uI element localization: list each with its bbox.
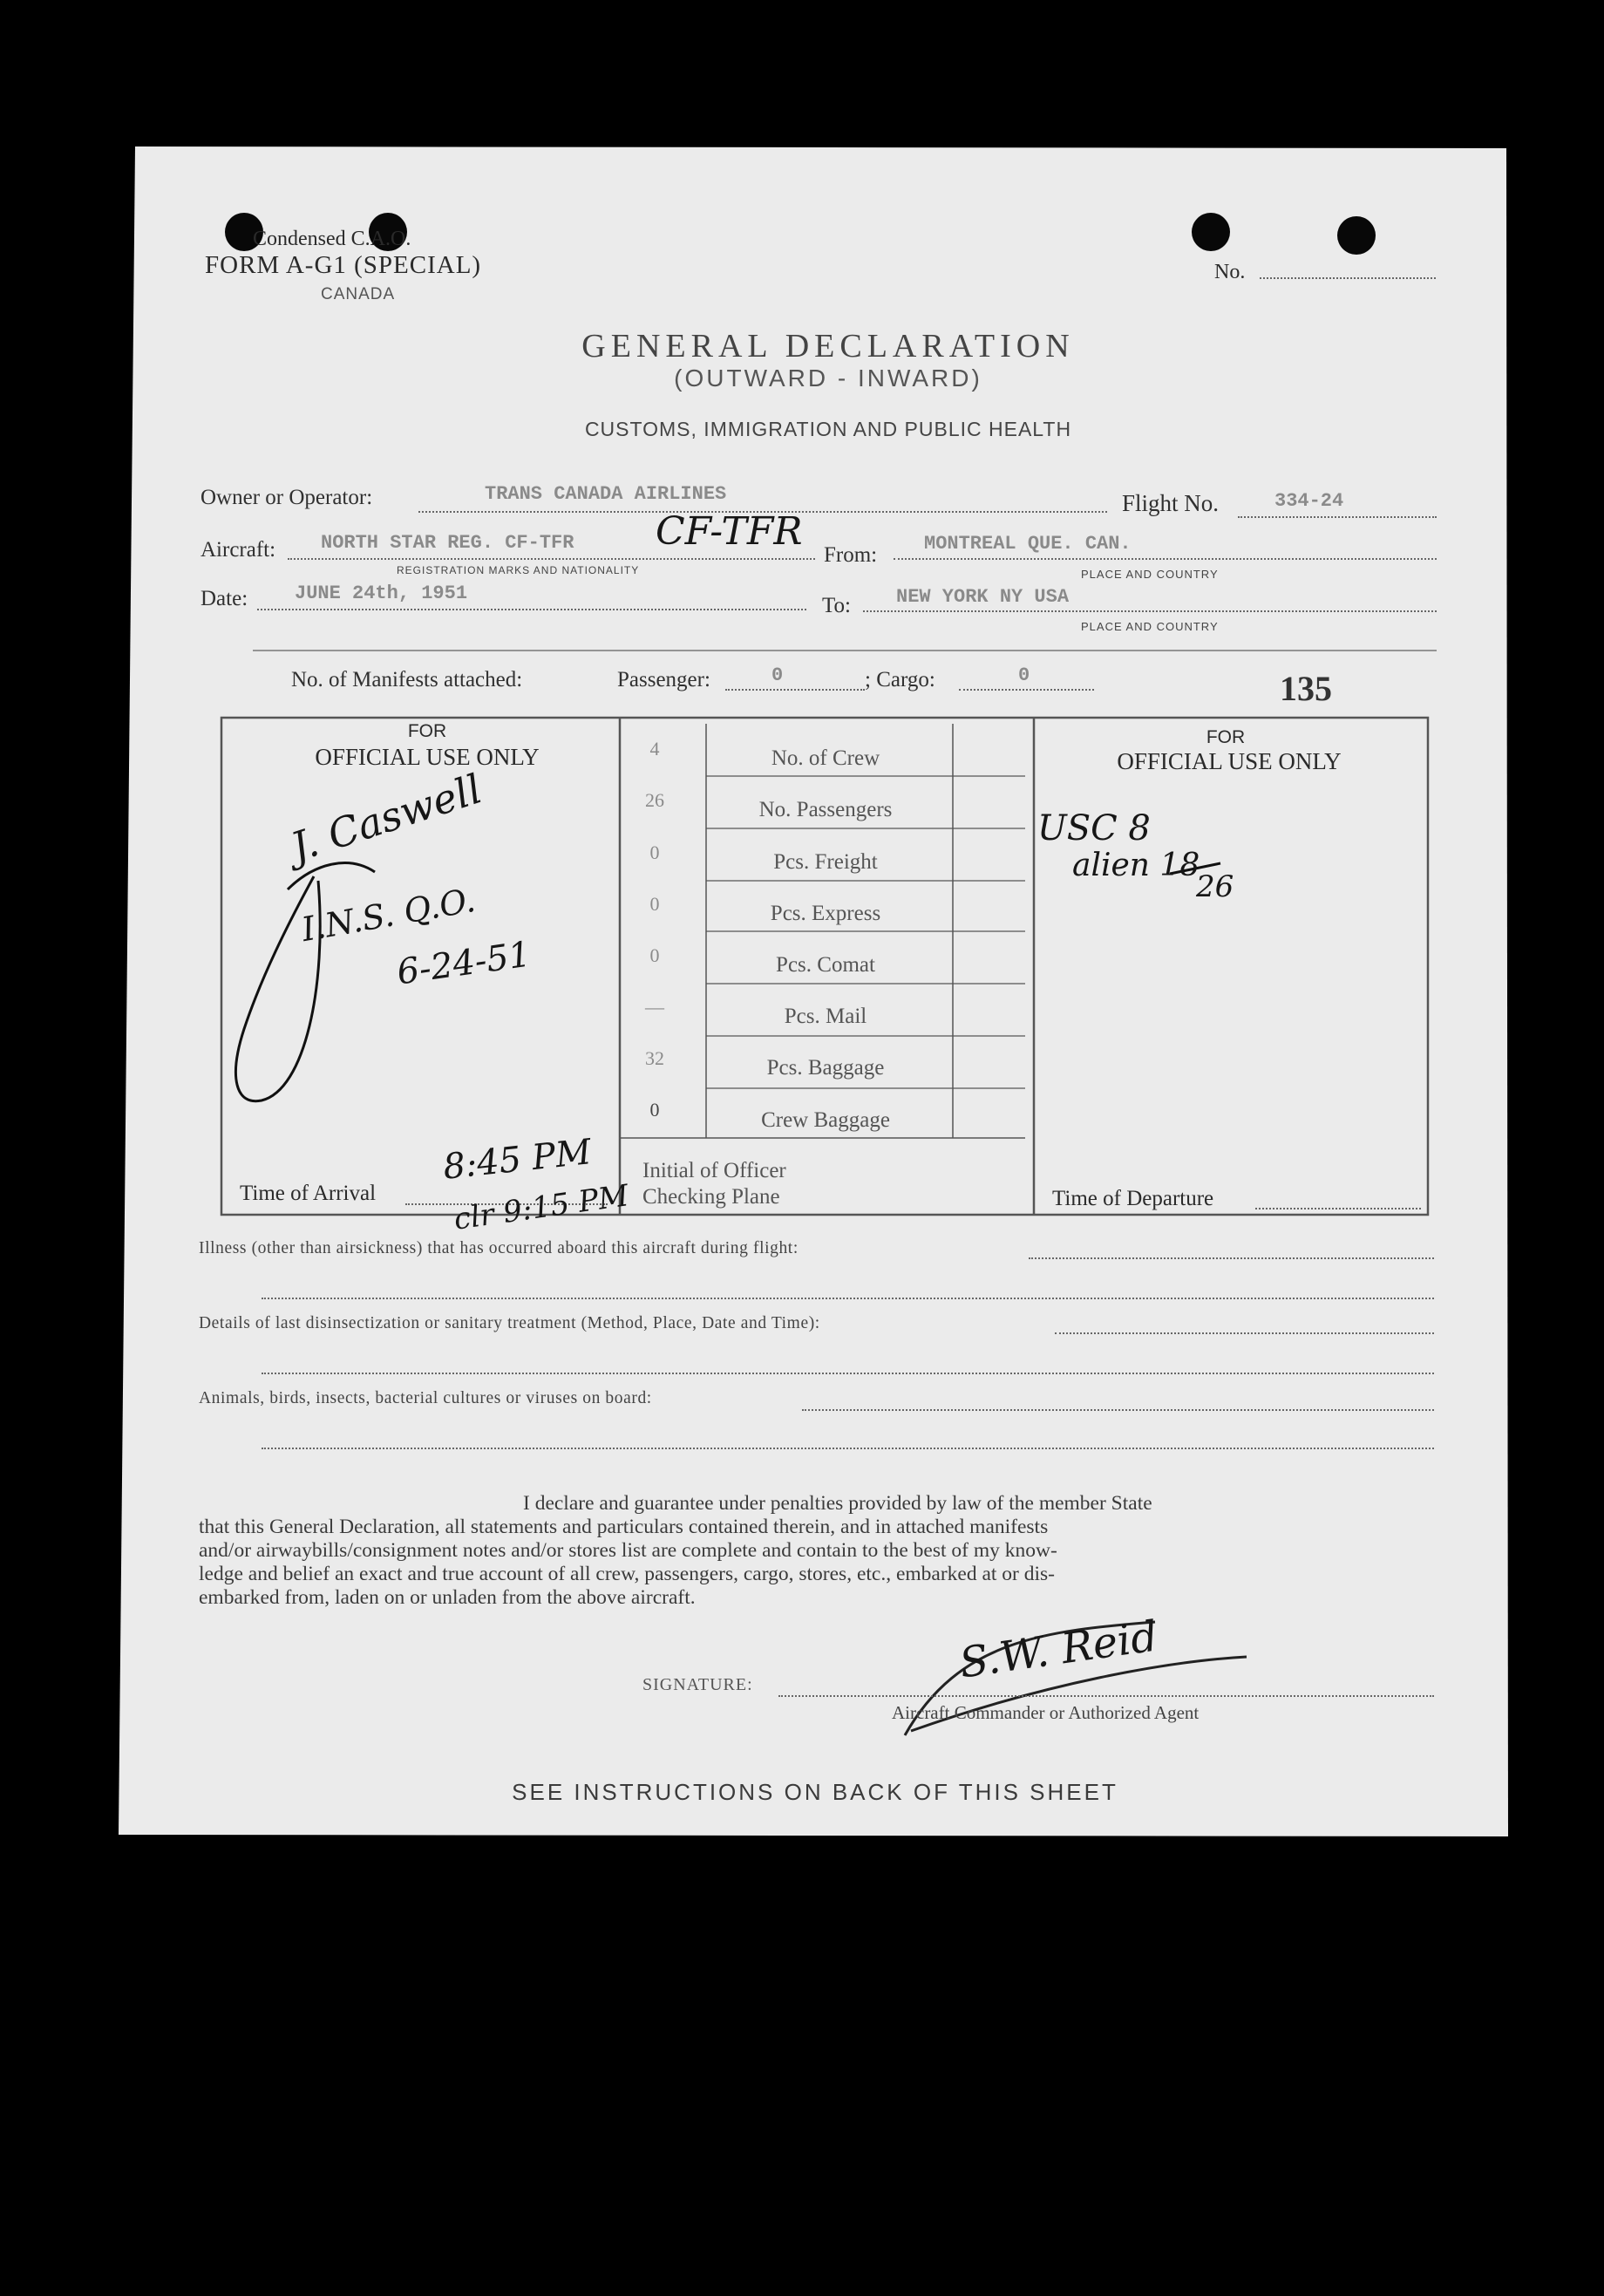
declaration-line-1: I declare and guarantee under penalties provided by law of the member State xyxy=(523,1492,1152,1515)
registration-caption: REGISTRATION MARKS AND NATIONALITY xyxy=(397,564,640,576)
arrival-time: 8:45 PM xyxy=(441,1132,594,1188)
officer-initial-label-1: Initial of Officer xyxy=(642,1159,786,1182)
express-label: Pcs. Express xyxy=(770,902,881,925)
page-title: GENERAL DECLARATION xyxy=(581,328,1075,364)
cargo-manifest-line xyxy=(959,689,1094,691)
passenger-manifest-label: Passenger: xyxy=(617,668,710,692)
officer-station: I.N.S. Q.O. xyxy=(298,880,479,950)
passenger-manifest-line xyxy=(725,689,865,691)
crew-baggage-count: 0 xyxy=(649,1099,660,1121)
no-blank-line xyxy=(1260,277,1436,279)
declaration-line-2: that this General Declaration, all statements and particulars contained therein, and in attached manifests xyxy=(199,1516,1049,1538)
arrival-label: Time of Arrival xyxy=(240,1182,377,1205)
departure-line xyxy=(1255,1208,1421,1209)
footer-instructions: SEE INSTRUCTIONS ON BACK OF THIS SHEET xyxy=(512,1779,1118,1805)
freight-count: 0 xyxy=(649,841,660,863)
flight-label: Flight No. xyxy=(1122,490,1220,516)
tally-total: 26 xyxy=(1196,869,1234,904)
no-label: No. xyxy=(1214,261,1246,283)
owner-value: TRANS CANADA AIRLINES xyxy=(485,483,727,505)
left-official-head-2: OFFICIAL USE ONLY xyxy=(315,744,540,770)
document-number: 135 xyxy=(1280,669,1332,708)
disinsect-line-1 xyxy=(1055,1332,1434,1334)
signature-label: SIGNATURE: xyxy=(642,1675,753,1694)
officer-date: 6-24-51 xyxy=(394,934,534,993)
tally-citizens: USC 8 xyxy=(1037,808,1151,848)
agencies-line: CUSTOMS, IMMIGRATION AND PUBLIC HEALTH xyxy=(584,418,1072,440)
signature-line xyxy=(778,1695,1434,1697)
aircraft-line xyxy=(288,558,815,560)
disinsect-question: Details of last disinsectization or sanitary treatment (Method, Place, Date and Time): xyxy=(199,1314,820,1332)
passenger-manifest-value: 0 xyxy=(771,664,784,686)
to-line xyxy=(863,610,1437,612)
left-official-head-1: FOR xyxy=(407,721,447,741)
animals-line-2 xyxy=(262,1448,1434,1449)
comat-label: Pcs. Comat xyxy=(776,953,875,977)
disinsect-line-2 xyxy=(262,1373,1434,1374)
owner-label: Owner or Operator: xyxy=(200,486,373,509)
declaration-line-3: and/or airwaybills/consignment notes and/or stores list are complete and contain to the best of my know- xyxy=(199,1539,1057,1562)
crew-baggage-label: Crew Baggage xyxy=(761,1108,890,1132)
to-label: To: xyxy=(822,594,851,617)
from-line xyxy=(894,558,1437,560)
baggage-label: Pcs. Baggage xyxy=(766,1056,885,1080)
animals-line-1 xyxy=(802,1409,1434,1411)
aircraft-value: NORTH STAR REG. CF-TFR xyxy=(321,532,574,554)
baggage-count: 32 xyxy=(645,1047,664,1069)
animals-question: Animals, birds, insects, bacterial cultures or viruses on board: xyxy=(199,1389,652,1407)
manifests-label: No. of Manifests attached: xyxy=(291,668,523,692)
express-count: 0 xyxy=(649,893,660,915)
date-value: JUNE 24th, 1951 xyxy=(295,583,468,604)
cargo-manifest-label: ; Cargo: xyxy=(865,668,935,692)
mail-label: Pcs. Mail xyxy=(784,1005,867,1028)
cargo-manifest-value: 0 xyxy=(1018,664,1030,686)
to-value: NEW YORK NY USA xyxy=(896,586,1070,608)
form-number: FORM A-G1 (SPECIAL) xyxy=(205,251,482,279)
page-subtitle: (OUTWARD - INWARD) xyxy=(674,364,982,392)
passengers-count: 26 xyxy=(645,789,664,811)
aircraft-label: Aircraft: xyxy=(200,538,276,562)
illness-line-1 xyxy=(1029,1257,1434,1259)
declaration-line-4: ledge and belief an exact and true account of all crew, passengers, cargo, stores, etc., embarked at or dis- xyxy=(199,1563,1056,1585)
right-official-head-1: FOR xyxy=(1206,727,1246,747)
freight-label: Pcs. Freight xyxy=(773,850,878,874)
officer-initial-label-2: Checking Plane xyxy=(642,1185,780,1209)
departure-label: Time of Departure xyxy=(1052,1187,1214,1210)
aircraft-handwritten: CF-TFR xyxy=(656,509,803,554)
illness-line-2 xyxy=(262,1298,1434,1299)
officer-signature: J. Caswell xyxy=(285,765,488,871)
comat-count: 0 xyxy=(649,944,660,966)
crew-count: 4 xyxy=(649,738,660,760)
date-label: Date: xyxy=(200,587,248,610)
mail-count: — xyxy=(645,996,664,1018)
from-caption: PLACE AND COUNTRY xyxy=(1081,568,1219,581)
signature-caption: Aircraft Commander or Authorized Agent xyxy=(892,1702,1200,1723)
from-value: MONTREAL QUE. CAN. xyxy=(924,533,1132,555)
commander-signature: S.W. Reid xyxy=(956,1611,1161,1688)
flight-line xyxy=(1238,516,1437,518)
passengers-label: No. Passengers xyxy=(758,798,893,821)
clearance-time: clr 9:15 PM xyxy=(452,1178,631,1237)
illness-question: Illness (other than airsickness) that has occurred aboard this aircraft during flight: xyxy=(199,1239,799,1257)
right-official-head-2: OFFICIAL USE ONLY xyxy=(1117,748,1342,774)
cao-reference: Condensed C.A.O. xyxy=(253,228,411,250)
from-label: From: xyxy=(824,543,878,567)
punch-hole-right-1 xyxy=(1192,213,1230,251)
date-line xyxy=(257,609,806,610)
punch-hole-right-2 xyxy=(1337,216,1376,255)
declaration-line-5: embarked from, laden on or unladen from the above aircraft. xyxy=(199,1586,696,1609)
country-label: CANADA xyxy=(321,285,396,303)
tally-aliens: alien 18 xyxy=(1072,848,1200,883)
flight-value: 334-24 xyxy=(1274,490,1344,512)
crew-label: No. of Crew xyxy=(771,746,880,770)
to-caption: PLACE AND COUNTRY xyxy=(1081,620,1219,633)
